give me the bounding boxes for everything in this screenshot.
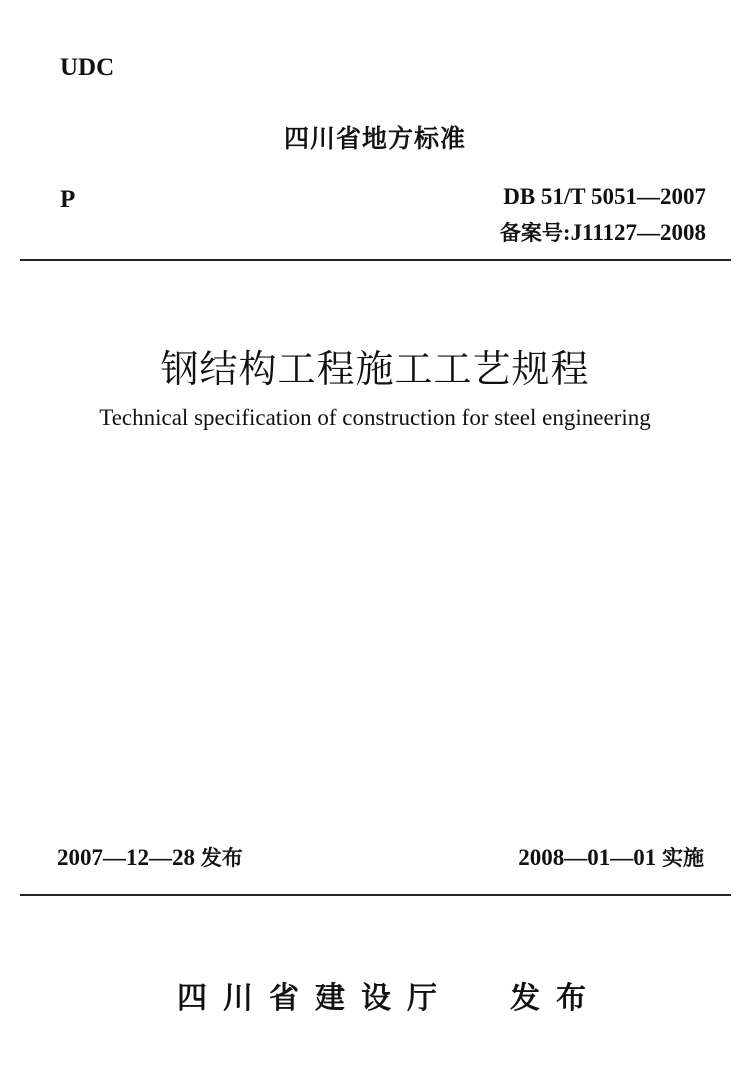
publish-label: 发布	[510, 981, 602, 1016]
bottom-divider	[20, 894, 731, 896]
record-separator: :	[562, 220, 571, 245]
udc-label: UDC	[60, 54, 115, 81]
record-number: J11127—2008	[570, 220, 706, 245]
document-title-chinese: 钢结构工程施工工艺规程	[160, 347, 590, 391]
record-label: 备案号	[499, 221, 563, 245]
effective-date-line	[518, 842, 704, 872]
record-number-line	[500, 217, 706, 247]
top-divider	[20, 259, 731, 261]
effective-label: 实施	[662, 846, 704, 870]
standard-number: DB 51/T 5051—2007	[503, 184, 706, 209]
issue-date-line	[57, 842, 243, 872]
publisher-name: 四川省建设厅	[177, 981, 453, 1016]
category-code: P	[60, 186, 76, 213]
effective-date: 2008—01—01	[518, 845, 657, 870]
issue-date: 2007—12—28	[57, 845, 195, 870]
standard-type: 四川省地方标准	[283, 124, 466, 153]
document-title-english: Technical specification of construction for steel engineering	[99, 405, 651, 430]
issue-label: 发布	[200, 846, 243, 870]
